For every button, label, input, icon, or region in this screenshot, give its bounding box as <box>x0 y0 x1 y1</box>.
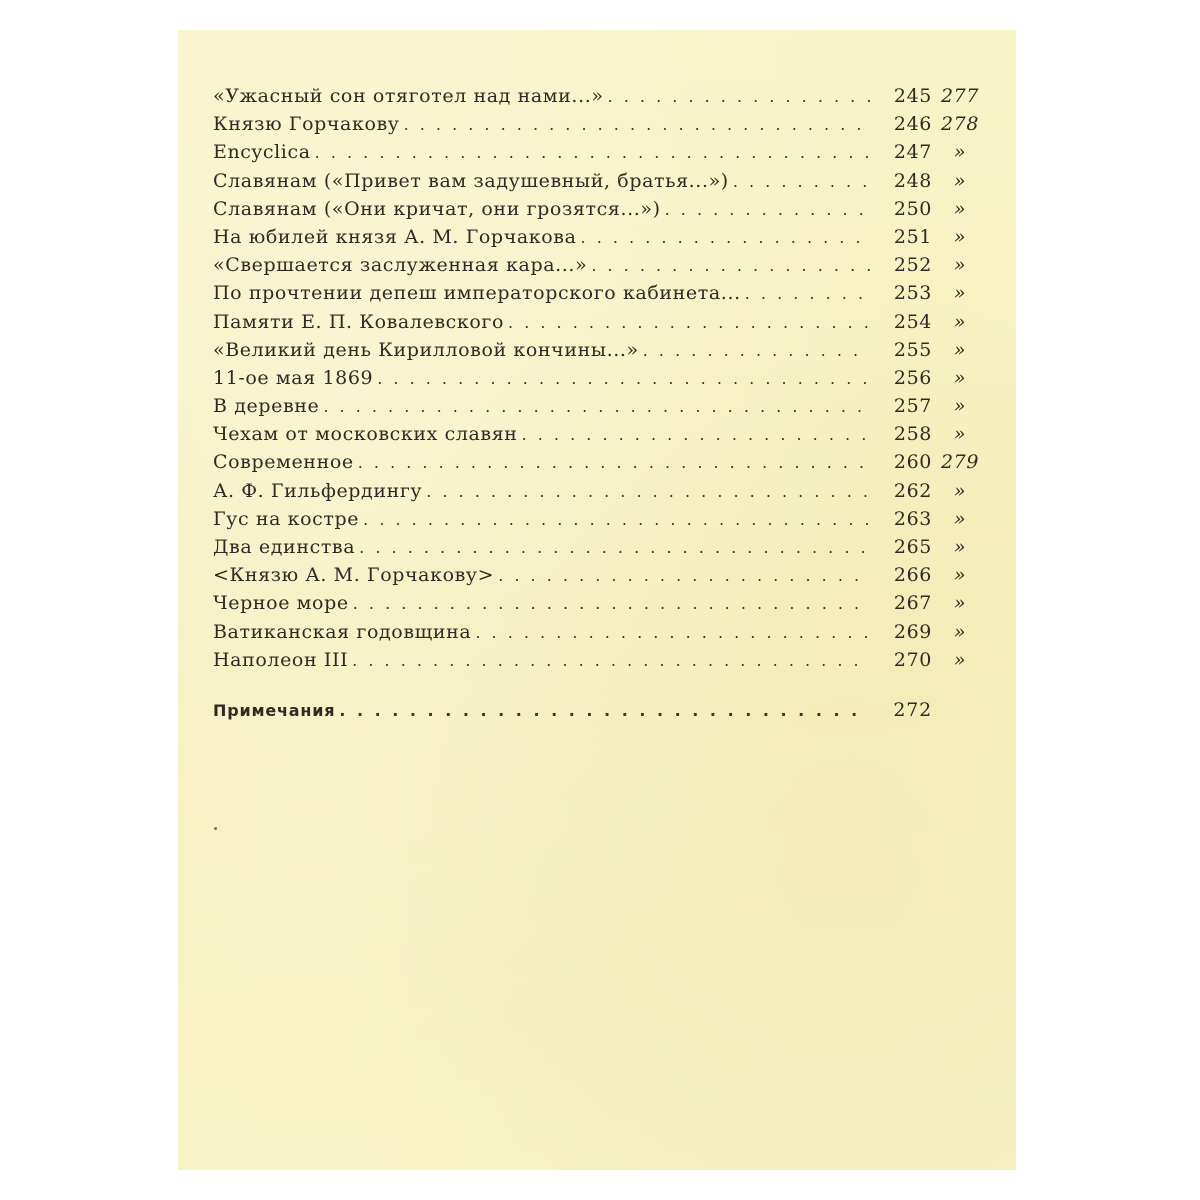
entry-note-page: » <box>953 648 967 671</box>
entry-title: Чехам от московских славян <box>213 423 518 446</box>
entry-note-page: » <box>953 479 967 502</box>
entry-page: 258 <box>893 423 932 446</box>
entry-note-page: 277 <box>940 85 980 107</box>
toc-entry <box>213 451 988 479</box>
entry-page: 262 <box>893 479 932 502</box>
entry-note-page: » <box>953 423 967 446</box>
entry-title: Наполеон III <box>213 648 349 671</box>
leader-dots <box>733 172 870 191</box>
leader-dots <box>315 143 870 162</box>
entry-page: 252 <box>893 254 932 277</box>
leader-dots <box>643 341 870 360</box>
table-of-contents <box>213 85 988 727</box>
notes-page: 272 <box>893 698 932 721</box>
entry-title: Черное море <box>213 592 349 615</box>
leader-dots <box>665 200 870 219</box>
entry-page: 246 <box>893 113 932 136</box>
toc-entry <box>213 311 988 339</box>
entry-page: 266 <box>893 564 932 587</box>
leader-dots <box>358 453 870 472</box>
toc-entry <box>213 536 988 564</box>
paper-speck <box>214 827 217 830</box>
leader-dots <box>363 510 870 529</box>
entry-note-page: » <box>953 507 967 530</box>
leader-dots <box>353 594 870 613</box>
leader-dots <box>591 256 870 275</box>
leader-dots <box>608 87 870 106</box>
entry-page: 267 <box>893 592 932 615</box>
entry-title: Славянам («Они кричат, они грозятся...») <box>213 197 661 220</box>
entry-page: 245 <box>893 85 932 107</box>
entry-title: Ватиканская годовщина <box>213 620 472 643</box>
entry-note-page: » <box>953 282 967 305</box>
entry-title: По прочтении депеш императорского кабинета... <box>213 282 741 305</box>
entry-note-page: » <box>953 338 967 361</box>
toc-entry <box>213 170 988 198</box>
toc-entry <box>213 113 988 141</box>
entry-title: «Ужасный сон отяготел над нами...» <box>213 85 604 107</box>
entry-title: Памяти Е. П. Ковалевского <box>213 310 505 333</box>
entry-title: Гус на костре <box>213 507 360 530</box>
leader-dots <box>323 397 870 416</box>
leader-dots <box>426 482 870 501</box>
toc-entry <box>213 141 988 169</box>
entry-title: «Великий день Кирилловой кончины...» <box>213 338 639 361</box>
entry-page: 269 <box>893 620 932 643</box>
entry-title: <Князю А. М. Горчакову> <box>213 564 495 587</box>
toc-entry-notes <box>213 699 988 727</box>
entry-note-page: » <box>953 141 967 164</box>
entry-note-page: » <box>953 254 967 277</box>
entry-note-page: 279 <box>940 451 980 474</box>
entry-title: «Свершается заслуженная кара...» <box>213 254 588 277</box>
toc-entry <box>213 85 988 113</box>
notes-title: Примечания <box>213 700 336 720</box>
entry-title: 11-ое мая 1869 <box>213 366 374 389</box>
leader-dots <box>404 115 870 134</box>
toc-entry <box>213 480 988 508</box>
toc-entry <box>213 592 988 620</box>
entry-note-page: » <box>953 169 967 192</box>
entry-note-page: » <box>953 592 967 615</box>
entry-note-page: » <box>953 395 967 418</box>
entry-note-page: 278 <box>940 113 980 136</box>
entry-page: 260 <box>893 451 932 474</box>
entry-note-page: » <box>953 197 967 220</box>
entry-page: 263 <box>893 507 932 530</box>
entry-page: 270 <box>893 648 932 671</box>
entry-title: А. Ф. Гильфердингу <box>213 479 423 502</box>
entry-page: 253 <box>893 282 932 305</box>
leader-dots <box>475 623 870 642</box>
entry-page: 256 <box>893 366 932 389</box>
book-page <box>178 30 1016 1170</box>
entry-title: Славянам («Привет вам задушевный, братья...») <box>213 169 729 192</box>
entry-title: В деревне <box>213 395 320 418</box>
toc-entry <box>213 423 988 451</box>
entry-title: Князю Горчакову <box>213 113 400 136</box>
leader-dots <box>339 701 870 720</box>
leader-dots <box>508 313 870 332</box>
entry-page: 257 <box>893 395 932 418</box>
entry-page: 255 <box>893 338 932 361</box>
toc-entry <box>213 226 988 254</box>
leader-dots <box>359 538 870 557</box>
entry-title: Современное <box>213 451 354 474</box>
entry-note-page: » <box>953 225 967 248</box>
leader-dots <box>377 369 870 388</box>
entry-title: На юбилей князя А. М. Горчакова <box>213 225 577 248</box>
leader-dots <box>498 566 870 585</box>
toc-entry <box>213 339 988 367</box>
entry-note-page: » <box>953 366 967 389</box>
toc-entry <box>213 395 988 423</box>
entry-note-page: » <box>953 536 967 558</box>
entry-page: 265 <box>893 536 932 558</box>
entry-page: 254 <box>893 310 932 333</box>
entry-title: Encyclica <box>213 141 311 164</box>
toc-entry <box>213 282 988 310</box>
entry-title: Два единства <box>213 536 356 558</box>
entry-note-page: » <box>953 310 967 333</box>
entry-note-page: » <box>953 564 967 587</box>
toc-entry <box>213 621 988 649</box>
entry-page: 247 <box>893 141 932 164</box>
leader-dots <box>581 228 870 247</box>
entry-page: 251 <box>893 225 932 248</box>
entry-page: 250 <box>893 197 932 220</box>
toc-entry <box>213 649 988 677</box>
toc-entry <box>213 564 988 592</box>
toc-entry <box>213 198 988 226</box>
leader-dots <box>745 284 870 303</box>
entry-note-page: » <box>953 620 967 643</box>
leader-dots <box>522 425 870 444</box>
entry-page: 248 <box>893 169 932 192</box>
leader-dots <box>352 651 870 670</box>
toc-entry <box>213 367 988 395</box>
toc-entry <box>213 508 988 536</box>
toc-entry <box>213 254 988 282</box>
